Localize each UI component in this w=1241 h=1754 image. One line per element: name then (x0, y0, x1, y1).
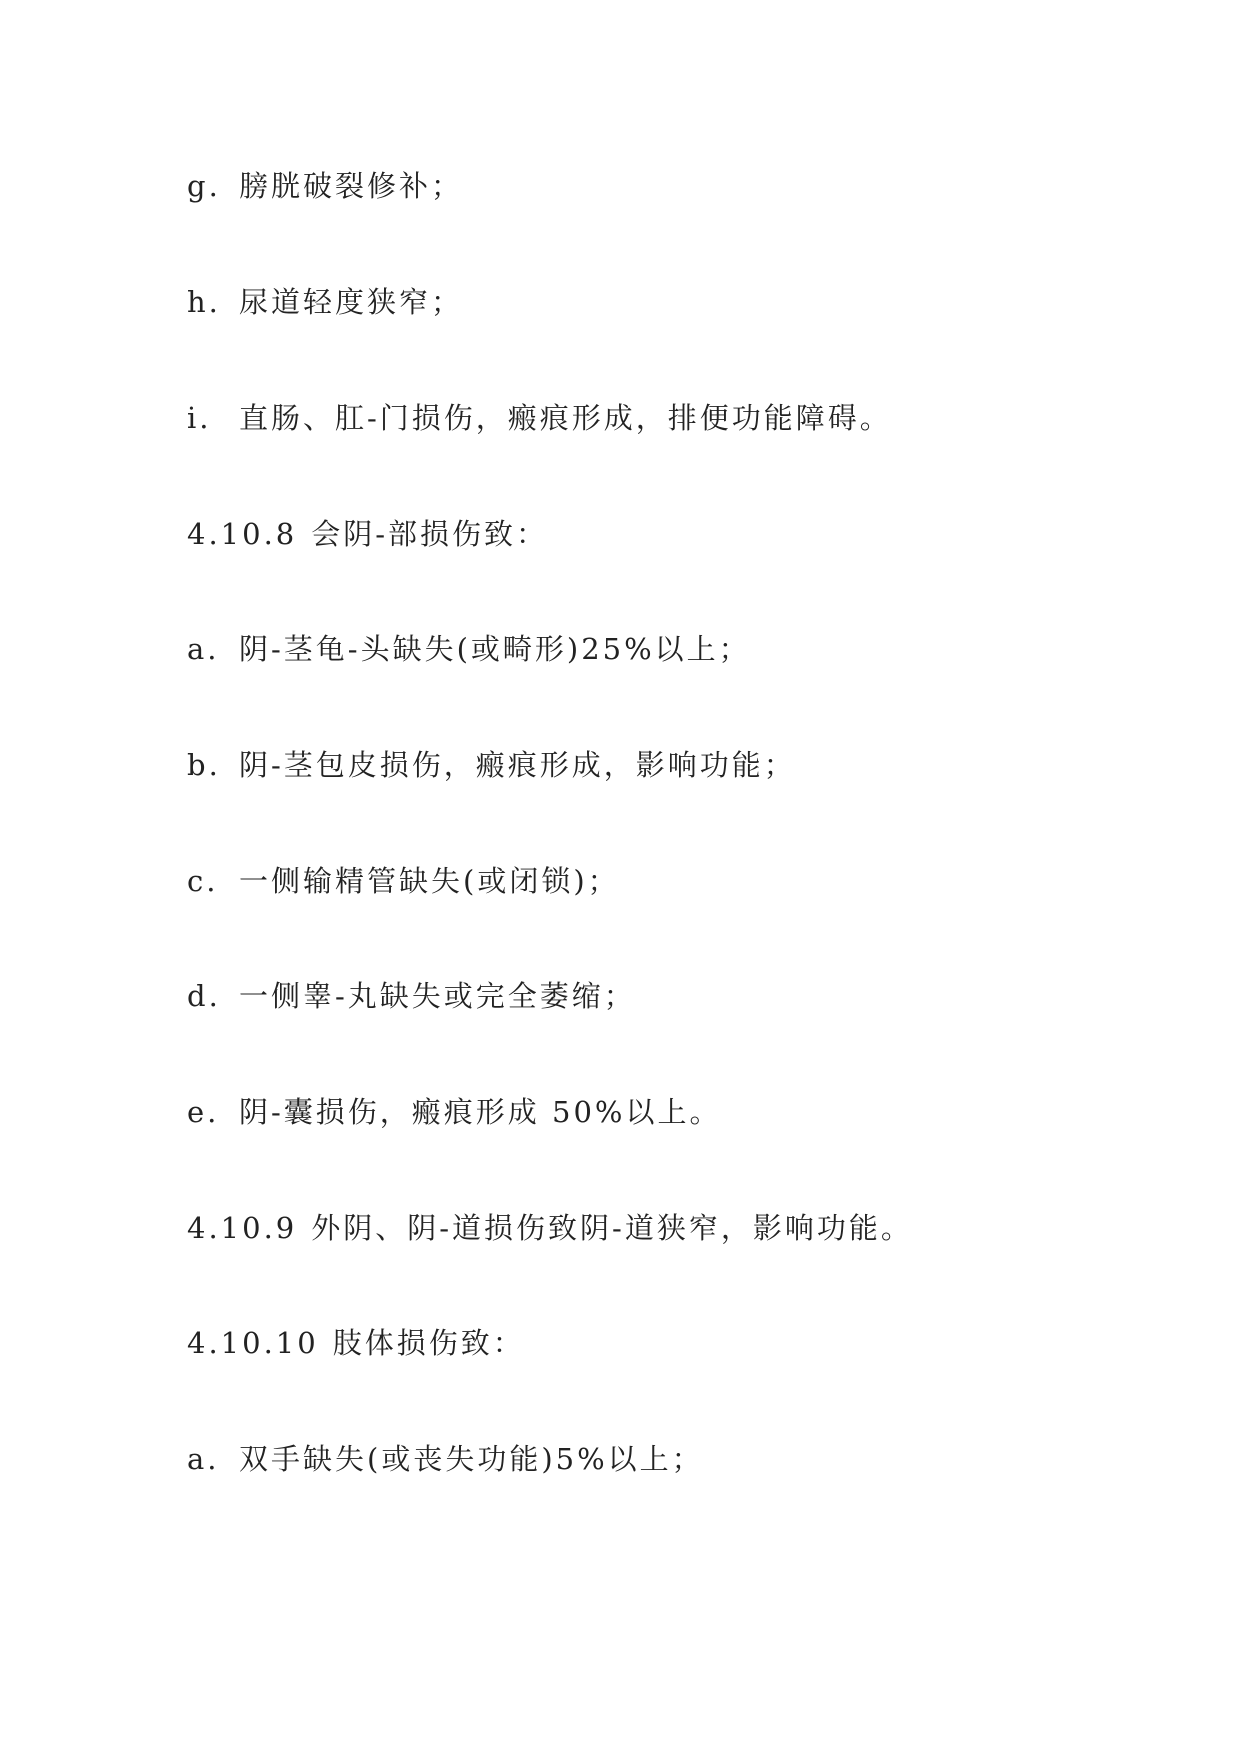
list-item-g (187, 164, 463, 208)
list-marker: e. (187, 1095, 220, 1129)
list-item-h (187, 280, 463, 324)
list-marker: a. (187, 1442, 220, 1476)
list-item-text: 直肠、肛-门损伤，瘢痕形成，排便功能障碍。 (239, 401, 892, 435)
list-item-text: 双手缺失(或丧失功能)5%以上； (239, 1442, 704, 1476)
list-item-text: 一侧输精管缺失(或闭锁)； (239, 864, 620, 898)
list-item-text: 阴-茎龟-头缺失(或畸形)25%以上； (239, 632, 751, 666)
list-marker: a. (187, 632, 220, 666)
list-marker: h. (187, 285, 221, 319)
list-item-text: 膀胱破裂修补； (239, 169, 464, 203)
list-item-text: 尿道轻度狭窄； (239, 285, 464, 319)
section-number: 4.10.10 (187, 1326, 319, 1360)
list-item-text: 一侧睾-丸缺失或完全萎缩； (239, 979, 636, 1013)
section-heading-text: 会阴-部损伤致： (311, 517, 549, 551)
section-heading-text: 肢体损伤致： (332, 1326, 525, 1360)
section-heading-4-10-8 (187, 512, 548, 556)
list-item-a (187, 627, 751, 671)
list-item-text: 阴-囊损伤，瘢痕形成 50%以上。 (239, 1095, 722, 1129)
section-heading-text: 外阴、阴-道损伤致阴-道狭窄，影响功能。 (311, 1211, 913, 1245)
section-number: 4.10.9 (187, 1211, 298, 1245)
list-marker: c. (187, 864, 219, 898)
list-item-c (187, 859, 620, 903)
section-heading-4-10-10 (187, 1321, 525, 1365)
list-marker: i. (187, 401, 212, 435)
list-item-text: 阴-茎包皮损伤，瘢痕形成，影响功能； (239, 748, 796, 782)
list-marker: d. (187, 979, 221, 1013)
list-item-b (187, 743, 796, 787)
list-item-d (187, 974, 636, 1018)
section-number: 4.10.8 (187, 517, 298, 551)
list-marker: g. (187, 169, 221, 203)
list-marker: b. (187, 748, 221, 782)
list-item-a-limbs (187, 1437, 704, 1481)
list-item-i (187, 396, 892, 440)
section-heading-4-10-9 (187, 1206, 913, 1250)
list-item-e (187, 1090, 721, 1134)
